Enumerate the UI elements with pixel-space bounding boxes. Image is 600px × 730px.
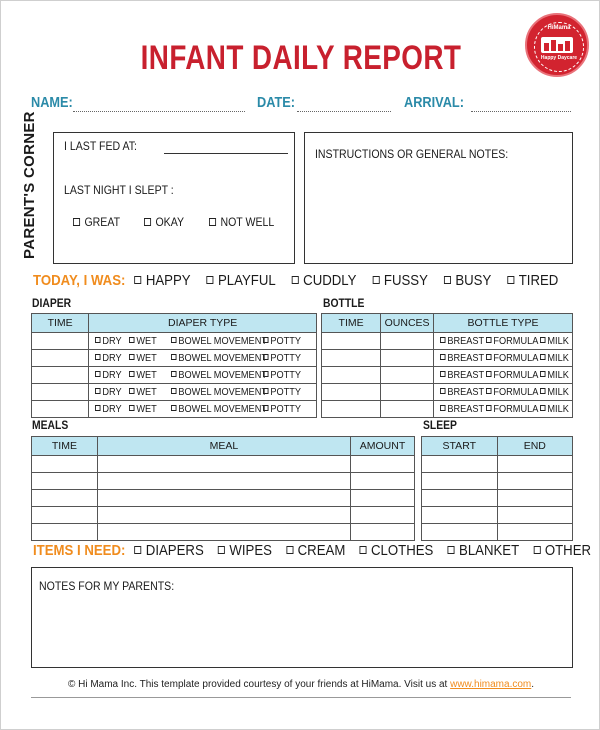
sleep-start-header: START [422, 437, 498, 456]
diaper-section-title: DIAPER [32, 298, 72, 310]
ounces-cell[interactable] [381, 333, 434, 350]
name-label: NAME: [31, 94, 73, 111]
today-label: TODAY, I WAS: [33, 272, 126, 289]
time-cell[interactable] [322, 350, 381, 367]
ounces-cell[interactable] [381, 384, 434, 401]
page-title: INFANT DAILY REPORT [140, 39, 462, 77]
name-field[interactable] [73, 111, 245, 112]
notes-label: NOTES FOR MY PARENTS: [39, 579, 175, 593]
parents-corner-title: PARENT'S CORNER [21, 111, 38, 259]
item-wipes[interactable]: WIPES [218, 542, 272, 559]
ounces-cell[interactable] [381, 401, 434, 418]
checkbox-icon [444, 276, 451, 284]
sleep-option-great[interactable]: GREAT [73, 215, 120, 229]
meals-meal-header: MEAL [97, 437, 350, 456]
table-row [32, 524, 415, 541]
item-diapers[interactable]: DIAPERS [134, 542, 203, 559]
item-blanket[interactable]: BLANKET [448, 542, 520, 559]
checkbox-icon [533, 546, 540, 554]
footer-divider [31, 697, 571, 698]
seal-brand: HiMama [547, 25, 571, 31]
time-cell[interactable] [322, 333, 381, 350]
arrival-label: ARRIVAL: [404, 94, 464, 111]
table-row: BREAST FORMULA MILK [322, 350, 573, 367]
checkbox-icon [286, 546, 293, 554]
table-row: DRY WET BOWEL MOVEMENT POTTY [32, 367, 317, 384]
table-row: DRY WET BOWEL MOVEMENT POTTY [32, 333, 317, 350]
table-row [422, 490, 573, 507]
time-cell[interactable] [32, 350, 89, 367]
table-row: DRY WET BOWEL MOVEMENT POTTY [32, 384, 317, 401]
checkbox-icon [144, 218, 151, 226]
item-other[interactable]: OTHER [533, 542, 591, 559]
meals-time-header: TIME [32, 437, 98, 456]
items-needed-row [33, 542, 600, 559]
time-cell[interactable] [32, 333, 89, 350]
table-row: BREAST FORMULA MILK [322, 333, 573, 350]
arrival-field[interactable] [471, 111, 571, 112]
seal-tagline: Happy Daycare [540, 55, 578, 61]
meals-section-title: MEALS [32, 420, 69, 432]
ounces-cell[interactable] [381, 367, 434, 384]
diaper-table [31, 313, 317, 418]
checkbox-icon [207, 276, 214, 284]
table-row [422, 507, 573, 524]
time-cell[interactable] [32, 384, 89, 401]
footer: © Hi Mama Inc. This template provided courtesy of your friends at HiMama. Visit us at www.himama.com. [67, 679, 535, 690]
mood-playful[interactable]: PLAYFUL [207, 272, 276, 289]
diaper-type-header: DIAPER TYPE [89, 314, 317, 333]
date-label: DATE: [257, 94, 296, 111]
checkbox-icon [372, 276, 379, 284]
table-row [422, 473, 573, 490]
last-fed-label: I LAST FED AT: [64, 139, 137, 153]
mood-tired[interactable]: TIRED [507, 272, 558, 289]
table-row [32, 490, 415, 507]
time-cell[interactable] [32, 367, 89, 384]
table-row [422, 456, 573, 473]
instructions-label: INSTRUCTIONS OR GENERAL NOTES: [315, 147, 509, 161]
diaper-time-header: TIME [32, 314, 89, 333]
checkbox-icon [209, 218, 216, 226]
table-row: BREAST FORMULA MILK [322, 401, 573, 418]
checkbox-icon [507, 276, 514, 284]
himama-link[interactable]: www.himama.com [450, 679, 532, 690]
checkbox-icon [218, 546, 225, 554]
today-mood-row [33, 272, 571, 289]
sleep-table [421, 436, 573, 541]
seal-blocks-icon [541, 37, 573, 53]
table-row: DRY WET BOWEL MOVEMENT POTTY [32, 350, 317, 367]
mood-happy[interactable]: HAPPY [134, 272, 190, 289]
sleep-option-not-well[interactable]: NOT WELL [209, 215, 274, 229]
mood-fussy[interactable]: FUSSY [372, 272, 427, 289]
time-cell[interactable] [322, 367, 381, 384]
checkbox-icon [134, 546, 141, 554]
time-cell[interactable] [322, 384, 381, 401]
checkbox-icon [360, 546, 367, 554]
last-night-label: LAST NIGHT I SLEPT : [64, 183, 174, 197]
checkbox-icon [73, 218, 80, 226]
sleep-end-header: END [497, 437, 572, 456]
items-label: ITEMS I NEED: [33, 542, 126, 559]
bottle-section-title: BOTTLE [323, 298, 365, 310]
table-row [32, 473, 415, 490]
bottle-table [321, 313, 573, 418]
table-row [32, 507, 415, 524]
item-clothes[interactable]: CLOTHES [360, 542, 434, 559]
mood-busy[interactable]: BUSY [444, 272, 491, 289]
table-row: BREAST FORMULA MILK [322, 384, 573, 401]
bottle-ounces-header: OUNCES [381, 314, 434, 333]
checkbox-icon [448, 546, 455, 554]
checkbox-icon [134, 276, 141, 284]
sleep-section-title: SLEEP [423, 420, 457, 432]
bottle-type-header: BOTTLE TYPE [434, 314, 573, 333]
bottle-time-header: TIME [322, 314, 381, 333]
last-fed-field[interactable] [164, 153, 288, 154]
mood-cuddly[interactable]: CUDDLY [292, 272, 357, 289]
table-row [422, 524, 573, 541]
sleep-option-okay[interactable]: OKAY [144, 215, 184, 229]
footer-text: © Hi Mama Inc. This template provided courtesy of your friends at HiMama. Visit us at [67, 679, 448, 690]
meals-table [31, 436, 415, 541]
date-field[interactable] [297, 111, 391, 112]
item-cream[interactable]: CREAM [286, 542, 345, 559]
checkbox-icon [292, 276, 299, 284]
table-row [32, 456, 415, 473]
table-row: BREAST FORMULA MILK [322, 367, 573, 384]
himama-seal-logo [525, 13, 589, 77]
time-cell[interactable] [322, 401, 381, 418]
table-row: DRY WET BOWEL MOVEMENT POTTY [32, 401, 317, 418]
meals-amount-header: AMOUNT [351, 437, 415, 456]
time-cell[interactable] [32, 401, 89, 418]
ounces-cell[interactable] [381, 350, 434, 367]
